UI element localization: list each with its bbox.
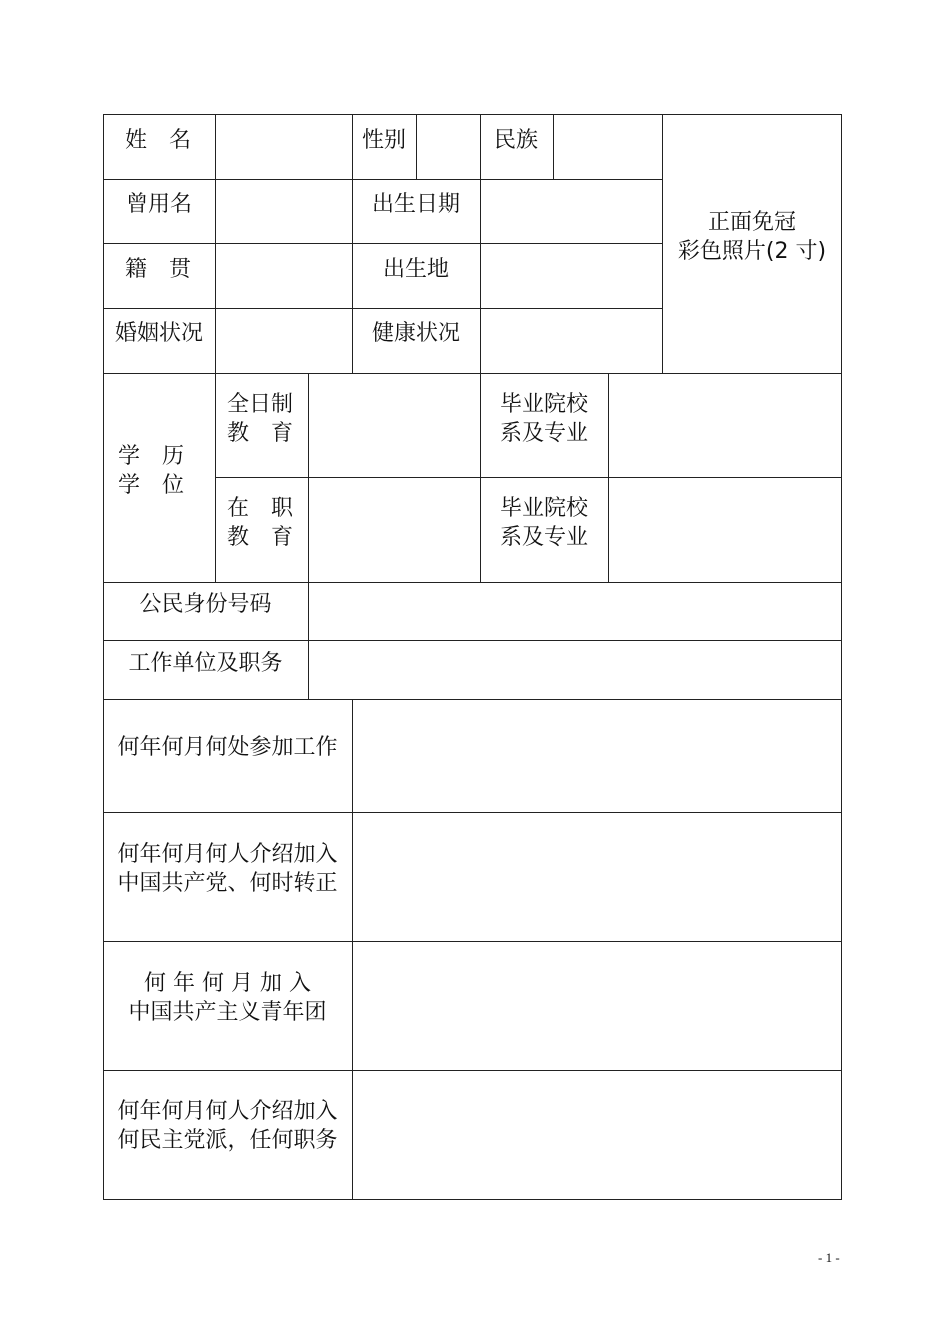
league-join-label-line1: 何 年 何 月 加 入 <box>144 971 311 996</box>
personal-info-form <box>103 114 842 1200</box>
fulltime-school-field[interactable] <box>609 374 841 477</box>
photo-label-line2: 彩色照片(2 寸) <box>677 239 827 264</box>
id-number-field[interactable] <box>309 583 841 640</box>
birth-date-label: 出生日期 <box>371 192 460 217</box>
work-start-label: 何年何月何处参加工作 <box>117 735 338 760</box>
marital-status-label: 婚姻状况 <box>114 321 203 346</box>
fulltime-school-label-line2: 系及专业 <box>499 421 588 446</box>
inservice-education-field[interactable] <box>309 478 480 582</box>
birth-place-field[interactable] <box>481 244 662 308</box>
gender-label: 性别 <box>362 128 407 153</box>
fulltime-school-label-line1: 毕业院校 <box>499 392 588 417</box>
ethnicity-field[interactable] <box>554 115 662 179</box>
gender-field[interactable] <box>417 115 480 179</box>
inservice-education-label-line2: 教 育 <box>227 525 294 550</box>
education-label-line1: 学 历 <box>118 444 185 469</box>
inservice-school-label-line1: 毕业院校 <box>499 496 588 521</box>
birth-place-label: 出生地 <box>382 257 449 282</box>
border-bottom <box>103 1199 842 1200</box>
id-number-label: 公民身份号码 <box>139 592 272 617</box>
league-join-field[interactable] <box>353 942 841 1070</box>
democratic-party-label-line2: 何民主党派，任何职务 <box>117 1128 338 1153</box>
party-join-field[interactable] <box>353 813 841 941</box>
native-place-field[interactable] <box>216 244 352 308</box>
former-name-field[interactable] <box>216 180 352 243</box>
marital-status-field[interactable] <box>216 309 352 373</box>
democratic-party-label-line1: 何年何月何人介绍加入 <box>117 1099 338 1124</box>
party-join-label-line2: 中国共产党、何时转正 <box>117 871 338 896</box>
name-field[interactable] <box>216 115 352 179</box>
work-unit-label: 工作单位及职务 <box>128 651 283 676</box>
inservice-school-field[interactable] <box>609 478 841 582</box>
league-join-label-line2: 中国共产主义青年团 <box>128 1000 327 1025</box>
border-right <box>841 114 842 1200</box>
education-label-line2: 学 位 <box>118 473 185 498</box>
party-join-label-line1: 何年何月何人介绍加入 <box>117 842 338 867</box>
birth-date-field[interactable] <box>481 180 662 243</box>
former-name-label: 曾用名 <box>125 192 192 217</box>
fulltime-education-label-line2: 教 育 <box>227 421 294 446</box>
fulltime-education-label-line1: 全日制 <box>227 392 294 417</box>
inservice-school-label-line2: 系及专业 <box>499 525 588 550</box>
fulltime-education-field[interactable] <box>309 374 480 477</box>
health-status-field[interactable] <box>481 309 662 373</box>
name-label: 姓 名 <box>125 128 192 153</box>
democratic-party-field[interactable] <box>353 1071 841 1199</box>
health-status-label: 健康状况 <box>371 321 460 346</box>
photo-label-line1: 正面免冠 <box>707 210 796 235</box>
work-start-field[interactable] <box>353 700 841 812</box>
native-place-label: 籍 贯 <box>125 257 192 282</box>
page-number: - 1 - <box>818 1250 840 1265</box>
ethnicity-label: 民族 <box>494 128 539 153</box>
work-unit-field[interactable] <box>309 641 841 699</box>
inservice-education-label-line1: 在 职 <box>227 496 294 521</box>
